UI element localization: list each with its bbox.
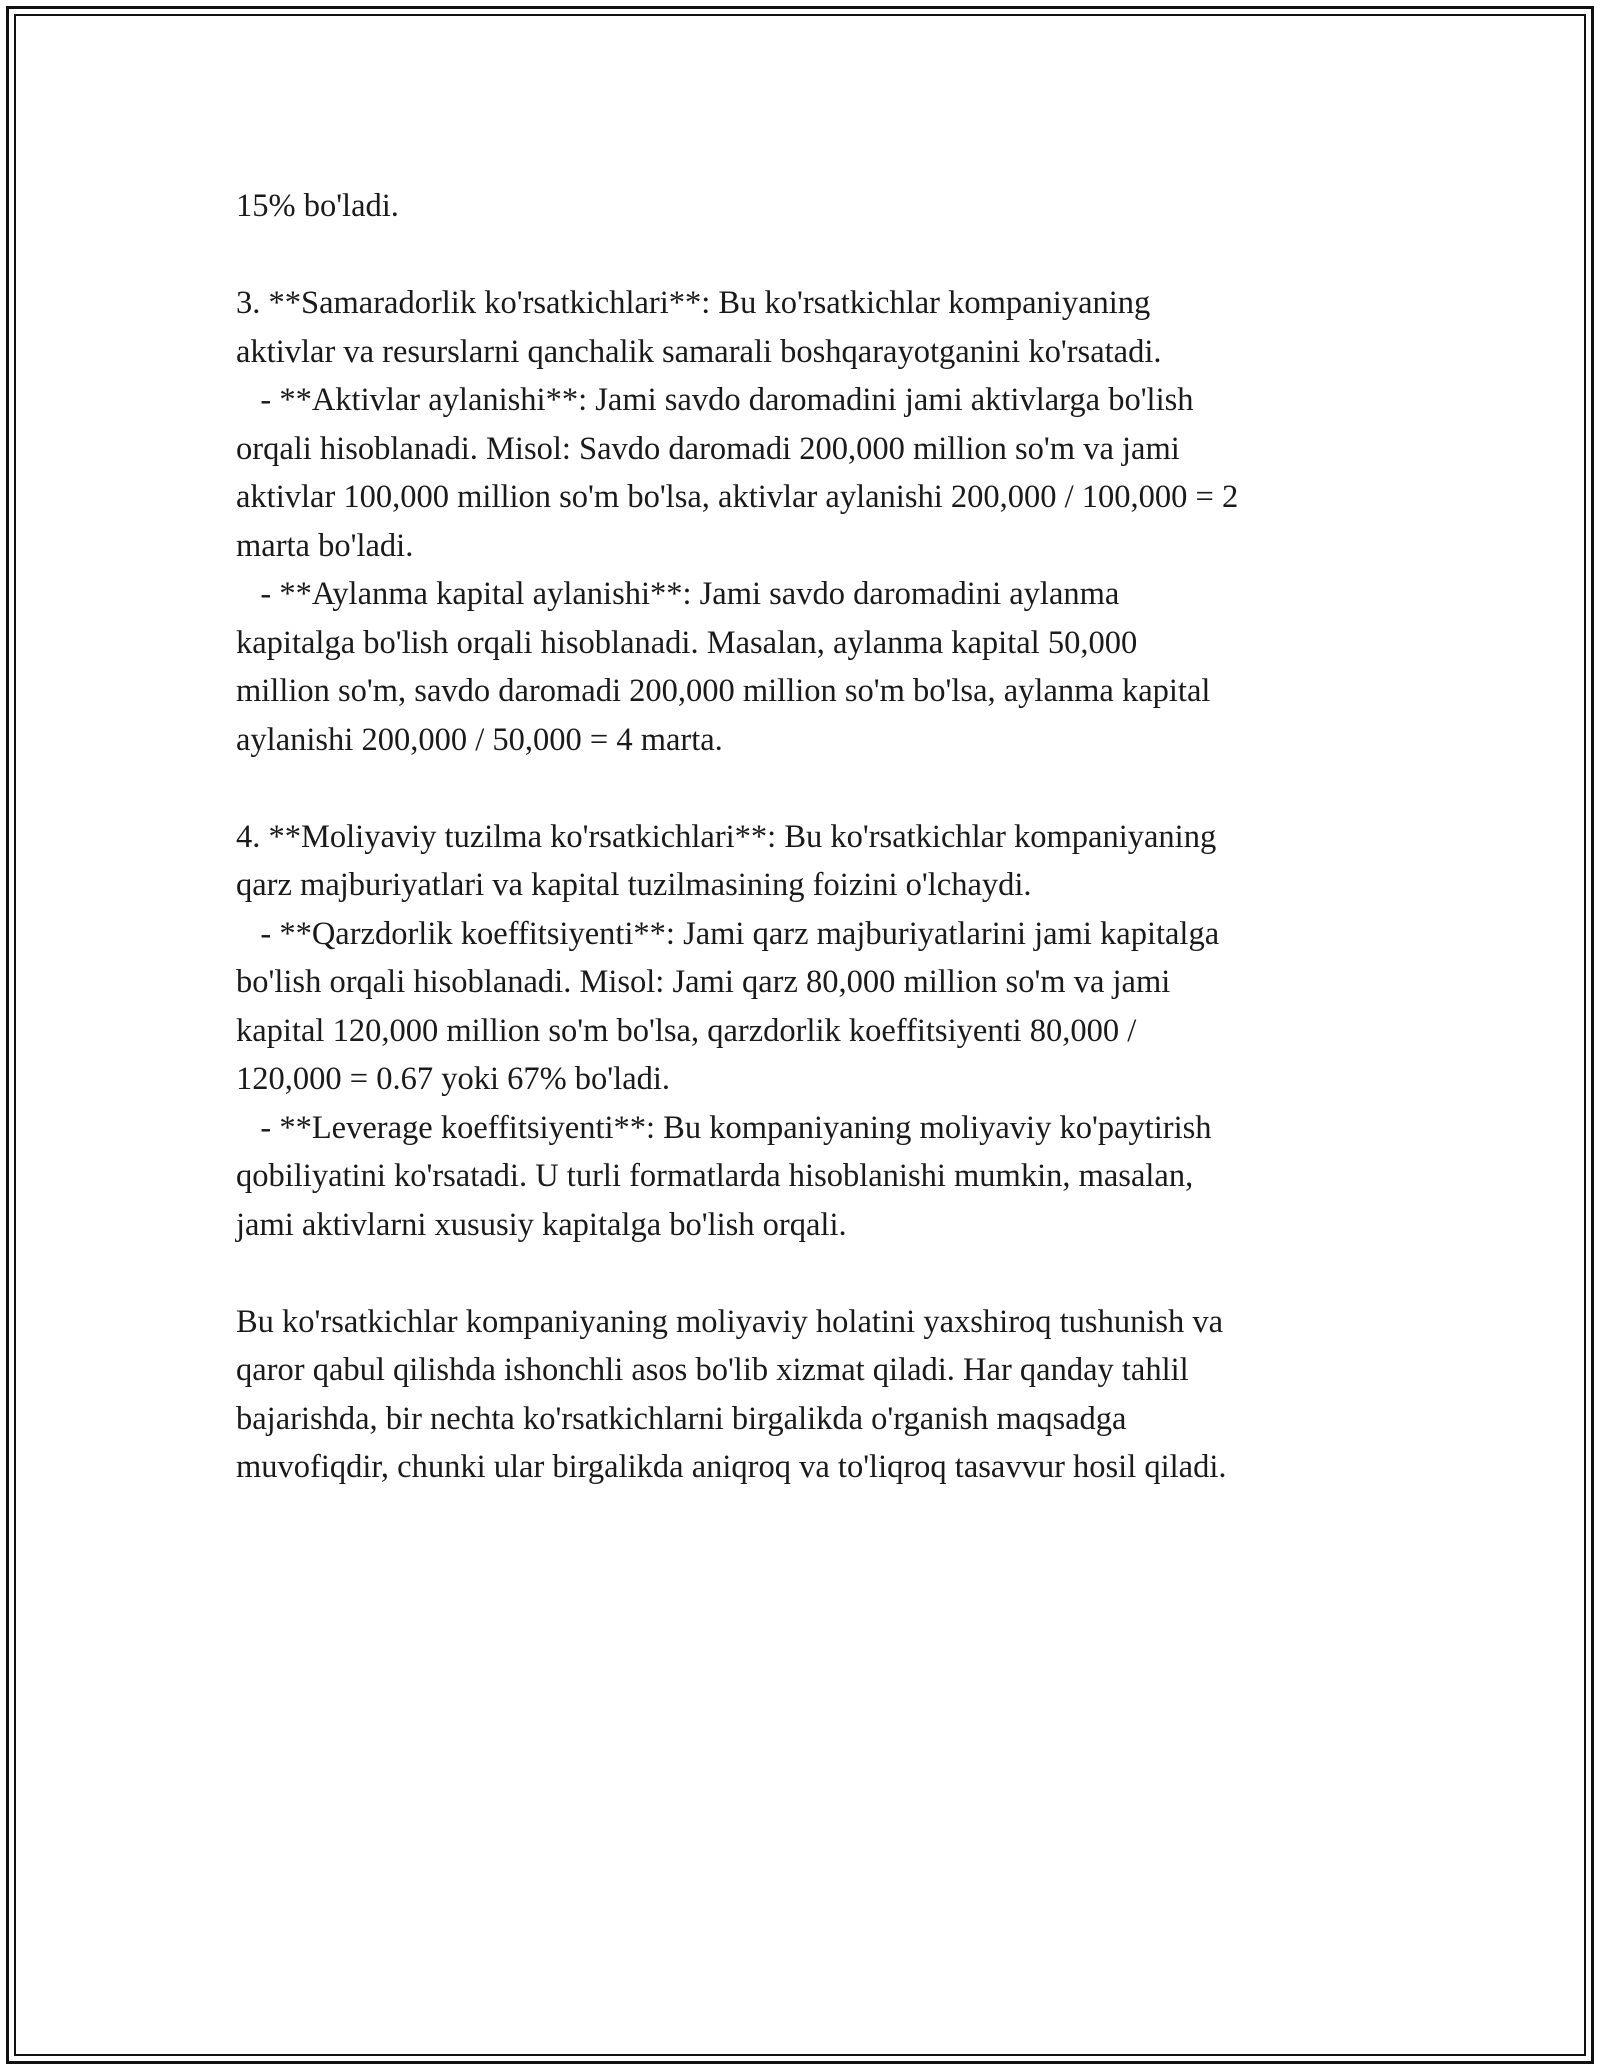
text-line: 120,000 = 0.67 yoki 67% bo'ladi.: [236, 1061, 671, 1097]
text-line: aktivlar 100,000 million so'm bo'lsa, aktivlar aylanishi 200,000 / 100,000 = 2: [236, 479, 1239, 515]
text-line: aktivlar va resurslarni qanchalik samarali boshqarayotganini ko'rsatadi.: [236, 333, 1162, 370]
text-line: jami aktivlarni xususiy kapitalga bo'lish orqali.: [236, 1206, 847, 1243]
text-line: 3. **Samaradorlik ko'rsatkichlari**: Bu ko'rsatkichlar kompaniyaning: [236, 285, 1151, 321]
blank-line: [236, 764, 1386, 813]
text-line: Bu ko'rsatkichlar kompaniyaning moliyaviy holatini yaxshiroq tushunish va: [236, 1303, 1224, 1340]
blank-line: [236, 1249, 1386, 1298]
text-line: bajarishda, bir nechta ko'rsatkichlarni birgalikda o'rganish maqsadga: [236, 1400, 1127, 1437]
text-line: qobiliyatini ko'rsatadi. U turli formatlarda hisoblanishi mumkin, masalan,: [236, 1158, 1194, 1194]
text-line: kapitalga bo'lish orqali hisoblanadi. Masalan, aylanma kapital 50,000: [236, 624, 1138, 661]
text-line: muvofiqdir, chunki ular birgalikda aniqroq va to'liqroq tasavvur hosil qiladi.: [236, 1449, 1227, 1485]
text-line: qaror qabul qilishda ishonchli asos bo'lib xizmat qiladi. Har qanday tahlil: [236, 1352, 1189, 1388]
text-line: qarz majburiyatlari va kapital tuzilmasining foizini o'lchaydi.: [236, 867, 1032, 903]
text-line: - **Aylanma kapital aylanishi**: Jami savdo daromadini aylanma: [236, 576, 1120, 612]
text-line: - **Leverage koeffitsiyenti**: Bu kompaniyaning moliyaviy ko'paytirish: [236, 1109, 1212, 1146]
document-body: [236, 182, 1386, 1492]
text-line: kapital 120,000 million so'm bo'lsa, qarzdorlik koeffitsiyenti 80,000 /: [236, 1012, 1137, 1049]
blank-line: [236, 231, 1386, 280]
text-line: - **Qarzdorlik koeffitsiyenti**: Jami qarz majburiyatlarini jami kapitalga: [236, 915, 1220, 952]
text-line: aylanishi 200,000 / 50,000 = 4 marta.: [236, 721, 723, 758]
text-line: orqali hisoblanadi. Misol: Savdo daromadi 200,000 million so'm va jami: [236, 430, 1180, 467]
text-line: marta bo'ladi.: [236, 527, 414, 564]
text-line: million so'm, savdo daromadi 200,000 million so'm bo'lsa, aylanma kapital: [236, 673, 1211, 709]
text-line: - **Aktivlar aylanishi**: Jami savdo daromadini jami aktivlarga bo'lish: [236, 382, 1194, 418]
text-line: bo'lish orqali hisoblanadi. Misol: Jami qarz 80,000 million so'm va jami: [236, 964, 1171, 1000]
text-line: 15% bo'ladi.: [236, 188, 399, 224]
text-line: 4. **Moliyaviy tuzilma ko'rsatkichlari**: Bu ko'rsatkichlar kompaniyaning: [236, 818, 1217, 855]
